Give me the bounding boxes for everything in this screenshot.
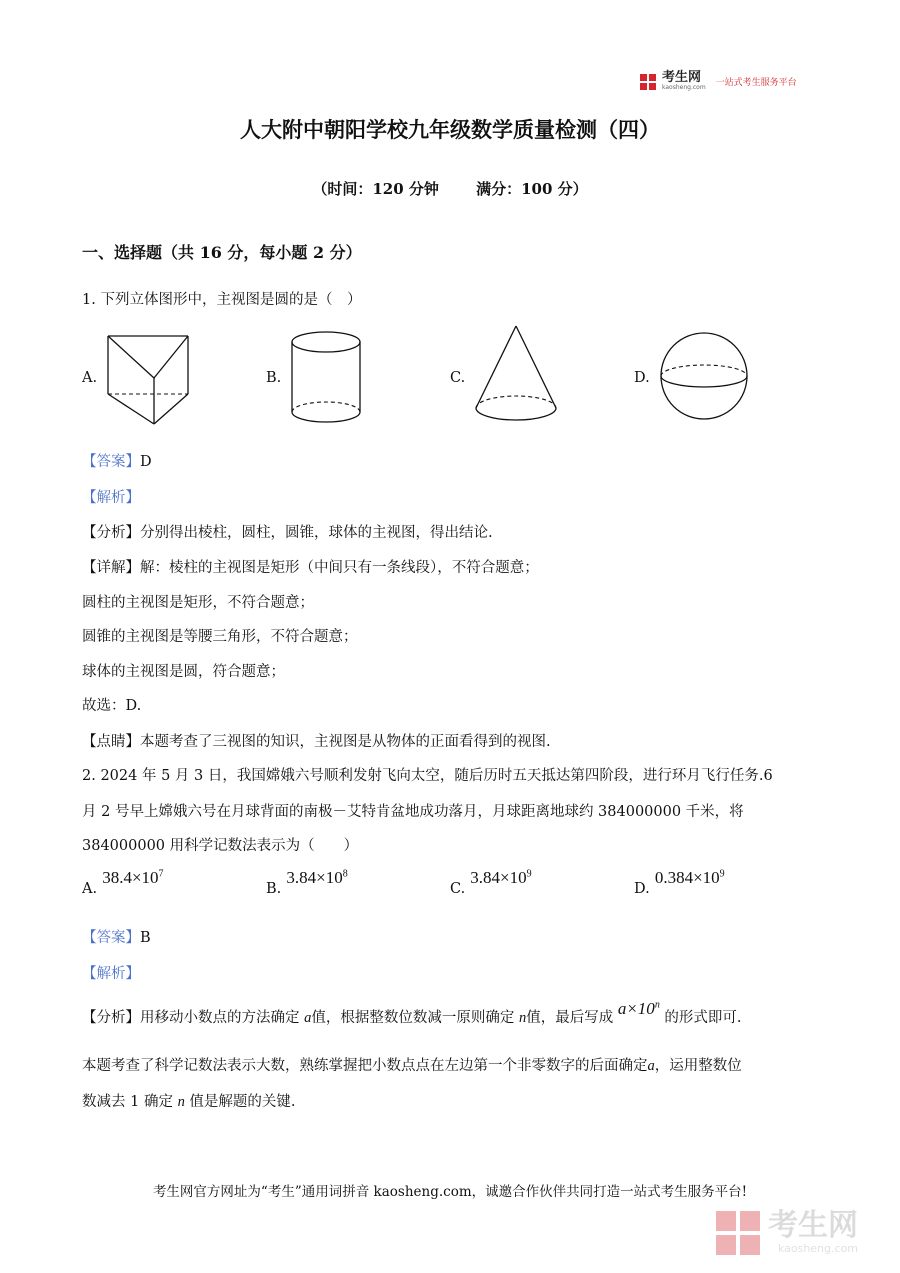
q2-fenxi-p1: 用移动小数点的方法确定	[140, 1010, 300, 1026]
q2-form	[618, 999, 660, 1018]
watermark	[716, 1210, 858, 1255]
q2-option-d	[634, 868, 725, 897]
q1-cylinder-figure	[288, 330, 368, 430]
q1-xiangjie-text: 解：棱柱的主视图是矩形（中间只有一条线段），不符合题意；	[140, 560, 539, 576]
q1-dianjing-tag: 【点睛】	[82, 734, 140, 750]
logo-name: 考生网	[662, 70, 702, 85]
q2-stem-line-3: 384000000 用科学记数法表示为（ ）	[82, 838, 359, 854]
q2-option-d-base: 0.384×10	[654, 868, 720, 887]
q2-summary-var-a: a	[647, 1058, 655, 1074]
exam-info	[0, 178, 900, 199]
q2-option-a-base: 38.4×10	[102, 868, 159, 887]
watermark-name: 考生网	[768, 1208, 858, 1243]
q2-analysis-tag: 【解析】	[82, 966, 140, 982]
q2-option-b-label: B.	[266, 881, 282, 897]
q2-var-a: a	[304, 1010, 312, 1026]
q2-fenxi-p4: 的形式即可.	[664, 1010, 742, 1026]
q1-cone-figure	[472, 324, 562, 428]
q1-answer-value: D	[140, 454, 152, 470]
site-logo[interactable]	[640, 72, 797, 91]
q1-option-b-label: B.	[266, 370, 282, 386]
q2-form-exp: n	[654, 999, 660, 1011]
q2-summary-end-1: ，运用整数位	[654, 1058, 742, 1074]
q2-summary-line-1	[82, 1054, 742, 1075]
logo-slogan: 一站式考生服务平台	[715, 78, 797, 88]
q1-sphere-figure	[660, 330, 752, 422]
q1-line-cone: 圆锥的主视图是等腰三角形，不符合题意；	[82, 629, 358, 645]
q2-option-c-value	[470, 868, 531, 887]
q2-option-b-value	[286, 868, 347, 887]
q2-stem-line-1: 2. 2024 年 5 月 3 日，我国嫦娥六号顺利发射飞向太空，随后历时五天抵达第四阶段，进行环月飞行任务.6	[82, 768, 773, 784]
q2-summary-line-2	[82, 1090, 296, 1111]
q2-option-a-label: A.	[82, 881, 98, 897]
page-title: 人大附中朝阳学校九年级数学质量检测（四）	[240, 117, 660, 142]
q2-summary-text-2b: 确定	[143, 1094, 173, 1110]
logo-mark-icon	[640, 74, 656, 90]
q2-option-d-label: D.	[634, 881, 650, 897]
page-footer: 考生网官方网址为“考生”通用词拼音 kaosheng.com，诚邀合作伙伴共同打造一站式考生服务平台!	[152, 1184, 748, 1200]
watermark-domain: kaosheng.com	[777, 1242, 858, 1255]
q1-xiangjie	[82, 556, 539, 577]
q2-option-b-exp: 8	[342, 868, 348, 880]
q2-summary-one: 1	[130, 1094, 140, 1110]
q2-option-c-label: C.	[450, 881, 466, 897]
q2-option-b-base: 3.84×10	[286, 868, 343, 887]
q1-option-a-label: A.	[82, 370, 98, 386]
q2-option-c-exp: 9	[526, 868, 532, 880]
q1-line-sphere: 球体的主视图是圆，符合题意；	[82, 664, 285, 680]
watermark-mark-icon	[716, 1211, 760, 1255]
q2-fenxi-tag: 【分析】	[82, 1010, 140, 1026]
q1-prism-figure	[104, 328, 194, 428]
q1-answer-tag: 【答案】	[82, 454, 140, 470]
exam-time: （时间：120 分钟	[312, 180, 439, 198]
q2-fenxi	[82, 999, 742, 1027]
q2-summary-text-2c: 值是解题的关键.	[189, 1094, 296, 1110]
q2-option-b	[266, 868, 348, 897]
q2-option-a-exp: 7	[158, 868, 164, 880]
exam-score: 满分：100 分）	[476, 180, 588, 198]
q1-dianjing	[82, 730, 551, 751]
q2-option-d-exp: 9	[719, 868, 725, 880]
q1-dianjing-text: 本题考查了三视图的知识，主视图是从物体的正面看得到的视图.	[140, 734, 551, 750]
q2-option-a	[82, 868, 164, 897]
q2-summary-text-1: 本题考查了科学记数法表示大数，熟练掌握把小数点点在左边第一个非零数字的后面确定	[82, 1058, 648, 1074]
q1-stem: 1. 下列立体图形中，主视图是圆的是（ ）	[82, 292, 362, 308]
q2-var-n: n	[518, 1010, 527, 1026]
q2-summary-text-2a: 数减去	[82, 1094, 126, 1110]
q2-answer-value: B	[140, 930, 151, 946]
q2-fenxi-p3: 值，最后写成	[526, 1010, 614, 1026]
q1-line-choice: 故选：D.	[82, 698, 142, 714]
q1-option-c-label: C.	[450, 370, 466, 386]
q1-analysis-tag: 【解析】	[82, 490, 140, 506]
q2-option-c-base: 3.84×10	[470, 868, 527, 887]
q2-answer-tag: 【答案】	[82, 930, 140, 946]
q1-answer	[82, 450, 152, 471]
q1-fenxi-tag: 【分析】	[82, 525, 140, 541]
q1-line-cylinder: 圆柱的主视图是矩形，不符合题意；	[82, 595, 314, 611]
q2-form-base: a×10	[617, 999, 655, 1018]
q2-option-d-value	[655, 868, 725, 887]
q2-option-a-value	[102, 868, 163, 887]
q1-xiangjie-tag: 【详解】	[82, 560, 140, 576]
q2-fenxi-p2: 值，根据整数位数减一原则确定	[311, 1010, 515, 1026]
logo-domain: kaosheng.com	[662, 84, 706, 91]
q1-option-d-label: D.	[634, 370, 650, 386]
section-heading: 一、选择题（共 16 分，每小题 2 分）	[82, 243, 362, 262]
q1-fenxi	[82, 521, 493, 542]
q2-stem-line-2: 月 2 号早上嫦娥六号在月球背面的南极－艾特肯盆地成功落月，月球距离地球约 384000000 千米，将	[82, 804, 744, 820]
q1-fenxi-text: 分别得出棱柱，圆柱，圆锥，球体的主视图，得出结论.	[140, 525, 493, 541]
q2-answer	[82, 926, 151, 947]
q2-option-c	[450, 868, 532, 897]
q2-summary-var-n: n	[177, 1094, 185, 1110]
